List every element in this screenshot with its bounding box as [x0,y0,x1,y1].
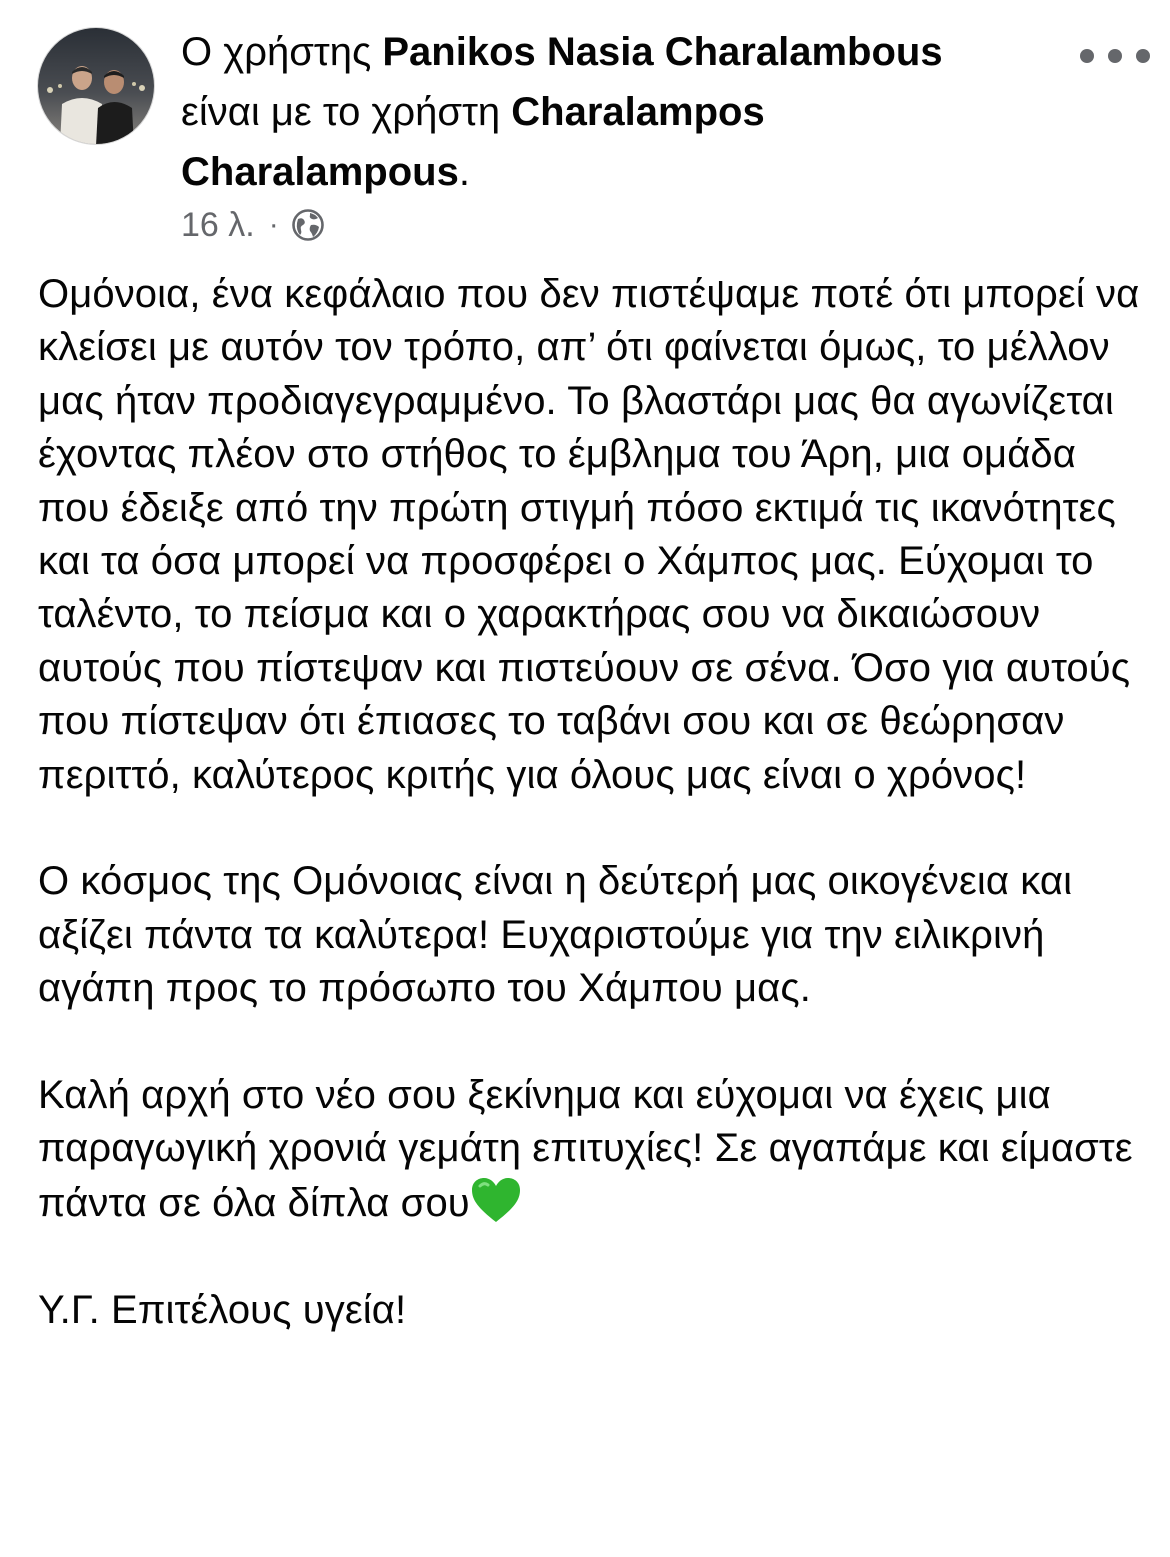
more-options-button[interactable] [1080,36,1150,76]
header-suffix: . [458,150,470,194]
post-paragraph: Υ.Γ. Επιτέλους υγεία! [38,1287,407,1332]
author-name-link[interactable]: Panikos Nasia Charalambous [382,30,943,74]
post-body [38,268,1148,1337]
more-dots-icon [1080,49,1094,63]
header-prefix: Ο χρήστης [181,30,383,74]
post-paragraph: Ομόνοια, ένα κεφάλαιο που δεν πιστέψαμε ποτέ ότι μπορεί να κλείσει με αυτόν τον τρόπο, απ’ ότι φαίνεται όμως, το μέλλον μας ήταν προδιαγεγραμμένο. Το βλαστάρι μας θα αγωνίζεται έχοντας πλέον στο στήθος το έμβλημα του Άρη, μια ομάδα που έδειξε από την πρώτη στιγμή πόσο εκτιμά τις ικανότητες και τα όσα μπορεί να προσφέρει ο Χάμπος μας. Εύχομαι το ταλέντο, το πείσμα και ο χαρακτήρας σου να δικαιώσουν αυτούς που πίστεψαν και πιστεύουν σε σένα. Όσο για αυτούς που πίστεψαν ότι έπιασες το ταβάνι σου και σε θεώρησαν περιττό, καλύτερος κριτής για όλους μας είναι ο χρόνος! [38,272,1140,797]
post-paragraph: Ο κόσμος της Ομόνοιας είναι η δεύτερή μας οικογένεια και αξίζει πάντα τα καλύτερα! Ευχαριστούμε για την ειλικρινή αγάπη προς το πρόσωπο του Χάμπου μας. [38,859,1073,1011]
post-header [0,0,1170,260]
post-paragraph-text: Καλή αρχή στο νέο σου ξεκίνημα και εύχομαι να έχεις μια παραγωγική χρονιά γεμάτη επιτυχίες! Σε αγαπάμε και είμαστε πάντα σε όλα δίπλα σου [38,1073,1133,1225]
post-meta [181,200,325,250]
post-paragraph-with-emoji [38,1069,1148,1230]
post-title [181,22,1061,202]
more-dots-icon [1136,49,1150,63]
post-timestamp[interactable]: 16 λ. [181,205,255,244]
globe-icon[interactable] [291,208,325,242]
tagged-user-link[interactable]: Charalampos Charalampous [181,90,765,194]
avatar-photo [38,28,155,145]
more-dots-icon [1108,49,1122,63]
avatar[interactable] [37,27,155,145]
meta-separator: · [268,208,279,241]
header-connector: είναι με το χρήστη [181,90,512,134]
green-heart-icon [470,1176,522,1224]
